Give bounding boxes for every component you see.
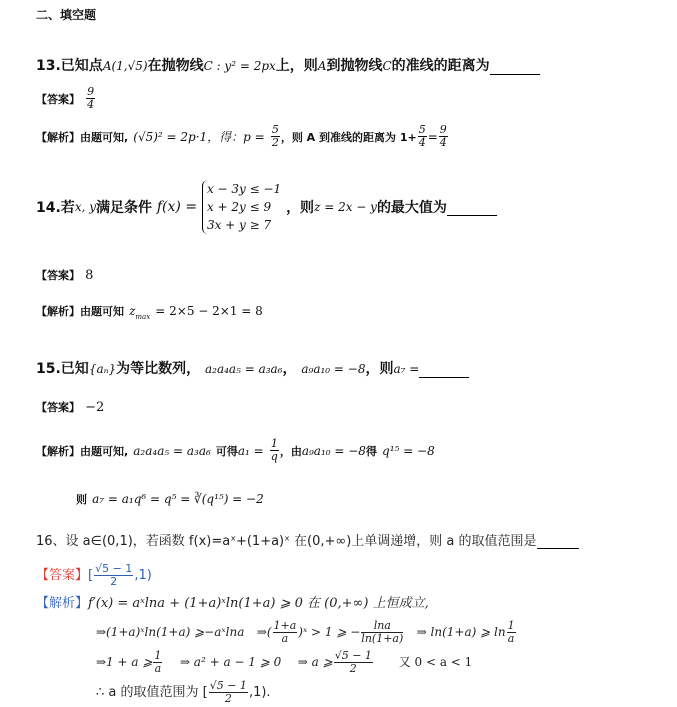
question-16-analysis-line2: ⇒(1+a)ˣln(1+a) ⩾−aˣlna ⇒( $\frac{1+a}{a}$ )ˣ > 1 ⩾ − $\frac{\ln a}{\ln(1+a)}$ ⇒ ln(1+a) ⩾ ln $\frac{1}{a}$ — [96, 619, 515, 645]
question-16-analysis-line4: ∴ a 的取值范围为 [ $\frac{√5 - 1}{2}$ ,1). — [96, 679, 271, 705]
question-15-analysis-line2: 则 a₇ = a₁q⁶ = q⁵ = ∛(q¹⁵) = −2 — [76, 492, 264, 506]
answer-blank — [419, 361, 469, 378]
question-16-analysis-line1: 【解析】f′(x) = aˣlna + (1+a)ˣln(1+a) ⩾ 0 在 (0,+∞) 上恒成立, — [36, 596, 429, 611]
question-15-stem: 15.已知{aₙ}为等比数列， a₂a₄a₅ = a₃a₆， a₉a₁₀ = −8，则a₇ = — [36, 358, 469, 378]
question-13-answer: 【答案】 $\frac{9}{4}$ — [36, 85, 95, 111]
question-13-analysis: 【解析】由题可知, (√5)² = 2p·1，得：p = $\frac{5}{2}$ ，则 A 到准线的距离为 1+ $\frac{5}{4}$ = $\frac{9}{4}$ — [36, 123, 447, 149]
question-15-answer: 【答案】 −2 — [36, 400, 105, 415]
section-title: 二、填空题 — [36, 8, 97, 22]
question-14-stem: 14.若x, y满足条件 f(x) = x − 3y ≤ −1 x + 2y ≤ 9 3x + y ≥ 7 ，则z = 2x − y的最大值为 — [36, 180, 497, 234]
answer-blank — [447, 199, 497, 216]
question-16-stem: 16、设 a∈(0,1)，若函数 f(x)=aˣ+(1+a)ˣ 在(0,+∞)上单调递增，则 a 的取值范围是 — [36, 530, 579, 549]
question-16-analysis-line3: ⇒1 + a ⩾ $\frac{1}{a}$ ⇒ a² + a − 1 ⩾ 0 ⇒ a ⩾ $\frac{√5 - 1}{2}$ 又 0 < a < 1 — [96, 649, 473, 675]
question-14-answer: 【答案】 8 — [36, 268, 94, 283]
answer-blank — [490, 58, 540, 75]
question-13-stem: 13.已知点A(1,√5)在抛物线C : y² = 2px上，则A到抛物线C的准线的距离为 — [36, 55, 540, 75]
question-16-answer: 【答案】[ $\frac{√5 - 1}{2}$ ,1) — [36, 562, 152, 588]
question-15-analysis: 【解析】由题可知, a₂a₄a₅ = a₃a₆ 可得a₁ = $\frac{1}{q}$ ，由a₉a₁₀ = −8得 q¹⁵ = −8 — [36, 437, 435, 463]
answer-fraction: $\frac{9}{4}$ — [87, 85, 95, 111]
answer-blank — [537, 533, 579, 549]
constraint-system: x − 3y ≤ −1 x + 2y ≤ 9 3x + y ≥ 7 — [202, 180, 281, 234]
question-14-analysis: 【解析】由题可知 $z_{max} = 2\times 5 - 2\times 1 = 8$ — [36, 304, 263, 322]
